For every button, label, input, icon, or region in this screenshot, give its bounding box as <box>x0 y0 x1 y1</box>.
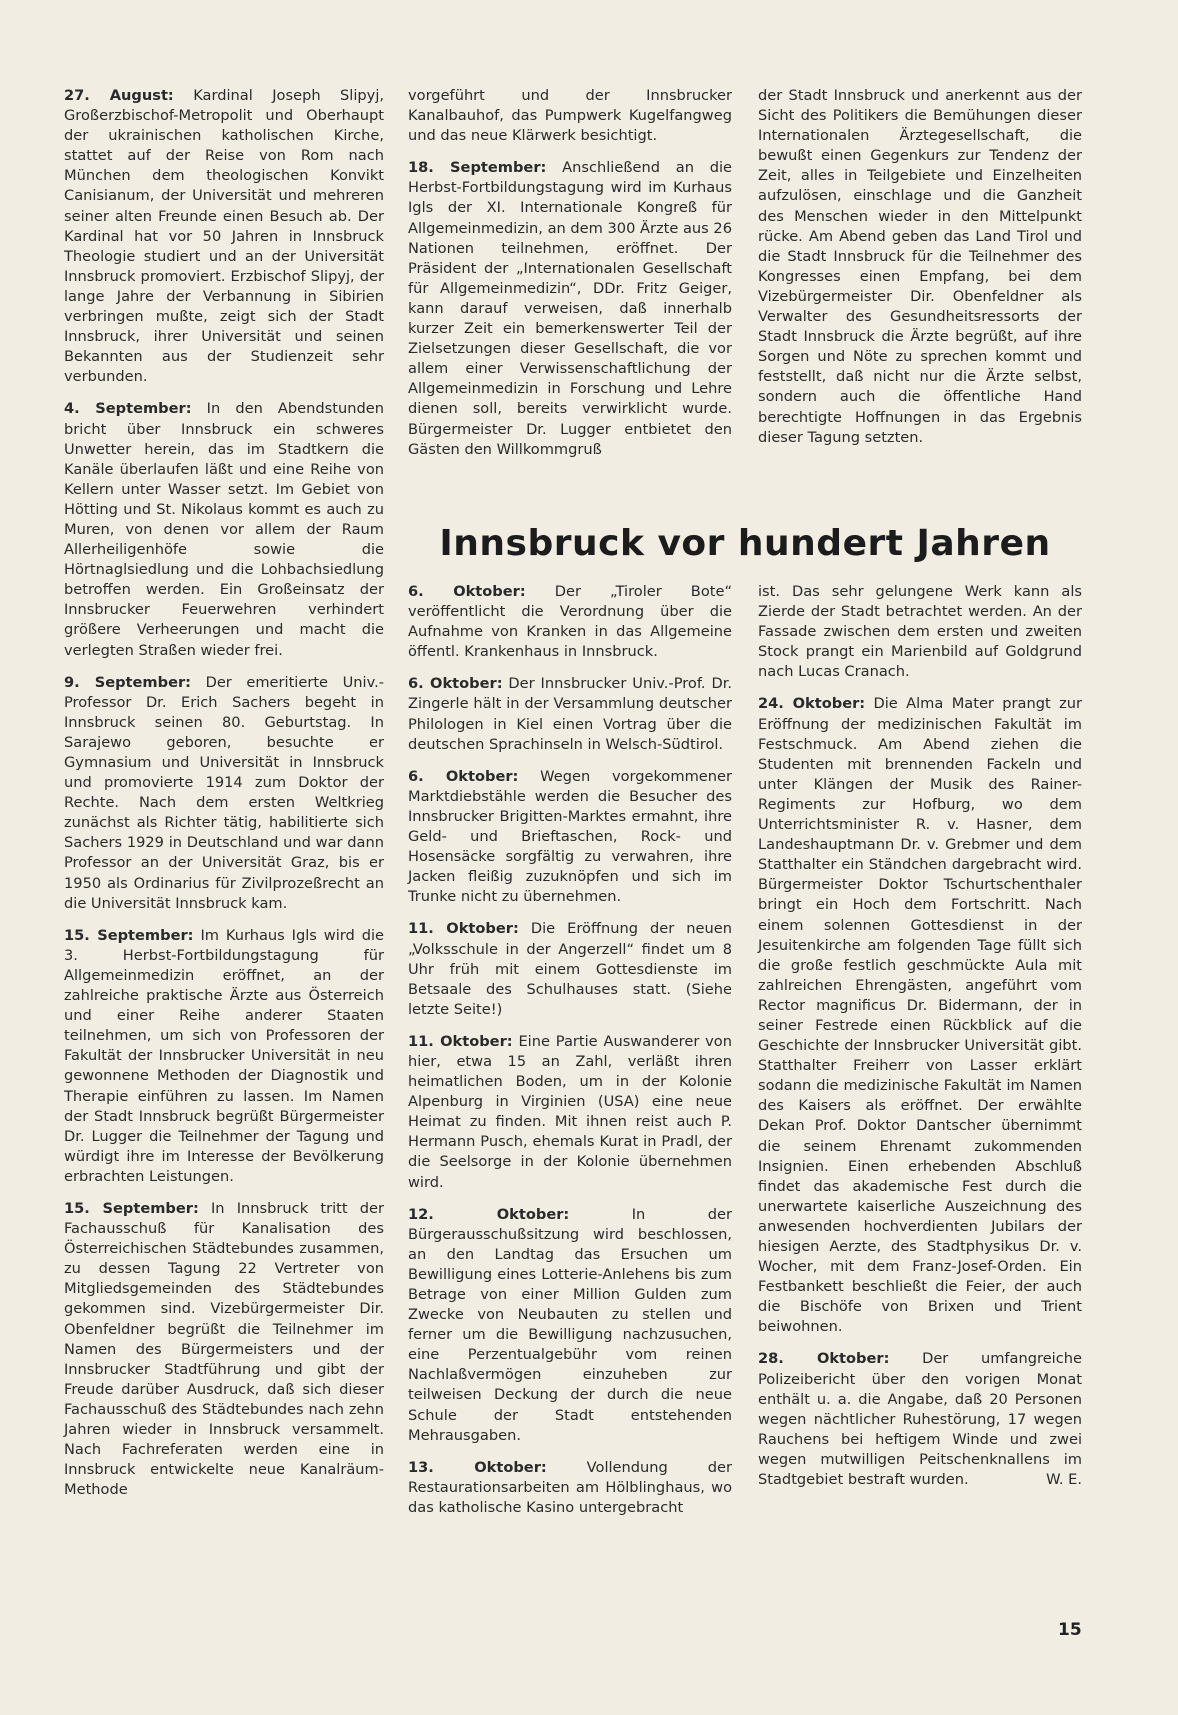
entry-paragraph <box>64 926 384 1187</box>
entry-paragraph <box>408 674 732 754</box>
entry-text: In der Bürgerausschußsitzung wird beschlossen, an den Landtag das Ersuchen um Bewilligung eines Lotterie-Anlehens bis zum Betrage von einer Million Gulden zum Zwecke von Neubauten zu stellen und ferner um die Bewilligung nachzusuchen, eine Perzentualgebühr vom reinen Nachlaßvermögen einzuheben zur teilweisen Deckung der durch die neue Schule der Stadt entstehenden Mehrausgaben. <box>408 1205 732 1444</box>
entry-text: In Innsbruck tritt der Fachausschuß für Kanalisation des Österreichischen Städtebundes zusammen, zu dessen Tagung 22 Vertreter von Mitgliedsgemeinden des Städtebundes gekommen sind. Vizebürgermeister Dir. Obenfeldner begrüßt die Teilnehmer im Namen des Bürgermeisters und der Innsbrucker Stadtführung und gibt der Freude darüber Ausdruck, daß sich dieser Fachausschuß des Städtebundes nach zehn Jahren wieder in Innsbruck versammelt. Nach Fachreferaten werden eine in Innsbruck entwickelte neue Kanalräum-Methode <box>64 1199 385 1499</box>
entry-paragraph <box>758 86 1082 448</box>
entry-date: 11. Oktober: <box>408 1032 513 1050</box>
entry-date: 6. Oktober: <box>408 675 503 693</box>
entry-text: vorgeführt und der Innsbrucker Kanalbauhof, das Pumpwerk Kugelfangweg und das neue Klärwerk besichtigt. <box>408 87 732 145</box>
entry-paragraph <box>64 1199 384 1500</box>
entry-paragraph <box>758 694 1082 1337</box>
entry-text: Kardinal Joseph Slipyj, Großerzbischof-Metropolit und Oberhaupt der ukrainischen katholischen Kirche, stattet auf der Reise von Rom nach München dem theologischen Konvikt Canisianum, der Universität und mehreren seiner alten Freunde einen Besuch ab. Der Kardinal hat vor 50 Jahren in Innsbruck Theologie studiert und an der Universität Innsbruck promoviert. Erzbischof Slipyj, der lange Jahre der Verbannung in Sibirien verbringen mußte, zeigt sich der Stadt Innsbruck, ihrer Universität und seinen Bekannten aus der Studienzeit sehr verbunden. <box>64 87 385 386</box>
entry-text: Wegen vorgekommener Marktdiebstähle werden die Besucher des Innsbrucker Brigitten-Marktes ermahnt, ihre Geld- und Brieftaschen, Rock- und Hosensäcke sorgfältig zu verwahren, ihre Jacken fleißig zuzuknöpfen und sich im Trunke nicht zu übernehmen. <box>408 767 732 906</box>
entry-text: Der „Tiroler Bote“ veröffentlicht die Verordnung über die Aufnahme von Kranken in das Allgemeine öffentl. Krankenhaus in Innsbruck. <box>408 583 733 661</box>
entry-date: 24. Oktober: <box>758 695 866 713</box>
entry-date: 13. Oktober: <box>408 1458 547 1476</box>
entry-paragraph <box>408 1458 732 1518</box>
entry-text: Der emeritierte Univ.-Professor Dr. Erich Sachers begeht in Innsbruck seinen 80. Geburtstag. In Sarajewo geboren, besuchte er Gymnasium und Universität in Innsbruck und promovierte 1914 zum Doktor der Rechte. Nach dem ersten Weltkrieg zunächst als Richter tätig, habilitierte sich Sachers 1929 in Deutschland und war dann Professor an der Universität Graz, bis er 1950 als Ordinarius für Zivilprozeßrecht an die Universität Innsbruck kam. <box>64 673 384 912</box>
entry-date: 18. September: <box>408 159 547 177</box>
entry-paragraph <box>64 673 384 914</box>
entry-text: Eine Partie Auswanderer von hier, etwa 15 an Zahl, verläßt ihren heimatlichen Boden, um in der Kolonie Alpenburg in Virginien (USA) eine neue Heimat zu finden. Mit ihnen reist auch P. Hermann Pusch, ehemals Kurat in Pradl, der die Seelsorge in der Kolonie übernehmen wird. <box>408 1032 732 1191</box>
column-3-bottom <box>758 582 1082 1502</box>
entry-text: In den Abendstunden bricht über Innsbruck ein schweres Unwetter herein, das im Stadtkern die Kanäle überlaufen läßt und eine Reihe von Kellern unter Wasser setzt. Im Gebiet von Hötting und St. Nikolaus kommt es auch zu Muren, von denen vor allem der Raum Allerheiligenhöfe sowie die Hörtnaglsiedlung und die Lohbachsiedlung betroffen werden. Ein Großeinsatz der Innsbrucker Feuerwehren verhindert größere Verheerungen und macht die verlegten Straßen wieder frei. <box>64 400 384 659</box>
entry-paragraph <box>408 582 732 662</box>
column-3-top <box>758 86 1082 460</box>
column-1 <box>64 86 384 1512</box>
entry-paragraph <box>408 1032 732 1193</box>
page-number: 15 <box>1058 1620 1082 1640</box>
entry-text: Die Alma Mater prangt zur Eröffnung der medizinischen Fakultät im Festschmuck. Am Abend ziehen die Studenten mit brennenden Fackeln und unter Klängen der Musik des Rainer-Regiments zur Hofburg, wo dem Unterrichtsminister R. v. Hasner, dem Landeshauptmann Dr. v. Grebmer und dem Statthalter ein Ständchen dargebracht wird. Bürgermeister Doktor Tschurtschenthaler bringt ein Hoch dem Fortschritt. Nach einem solennen Gottesdienst in der Jesuitenkirche am folgenden Tage füllt sich die große festlich geschmückte Aula mit zahlreichen Ehrengästen, angeführt vom Rector magnificus Dr. Bidermann, der in seiner Festrede einen Rückblick auf die Geschichte der Innsbrucker Universität gibt. Statthalter Freiherr von Lasser erklärt sodann die medizinische Fakultät im Namen des Kaisers als eröffnet. Der erwählte Dekan Prof. Doktor Dantscher übernimmt die seinem Ehrenamt zukommenden Insignien. Einen erhebenden Abschluß findet das akademische Fest durch die unerwartete kaiserliche Auszeichnung des anwesenden hochverdienten Jubilars der hiesigen Aerzte, des Stadtphysikus Dr. v. Wocher, mit dem Franz-Josef-Orden. Ein Festbankett beschließt die Feier, der auch die Bischöfe von Brixen und Trient beiwohnen. <box>758 695 1082 1336</box>
entry-text: Die Eröffnung der neuen „Volksschule in der Angerzell“ findet um 8 Uhr früh mit einem Gottesdienste im Betsaale des Schulhauses statt. (Siehe letzte Seite!) <box>408 920 732 1018</box>
entry-date: 6. Oktober: <box>408 583 526 600</box>
entry-paragraph <box>408 158 732 459</box>
entry-text: Vollendung der Restaurationsarbeiten am Hölblinghaus, wo das katholische Kasino untergebracht <box>408 1458 732 1516</box>
entry-date: 9. September: <box>64 673 192 691</box>
entry-paragraph <box>758 582 1082 682</box>
entry-date: 15. September: <box>64 926 194 944</box>
entry-text: Der Innsbrucker Univ.-Prof. Dr. Zingerle hält in der Versammlung deutscher Philologen in Kiel einen Vortrag über die deutschen Sprachinseln in Welsch-Südtirol. <box>408 675 732 753</box>
entry-paragraph <box>758 1349 1082 1490</box>
entry-paragraph <box>64 86 384 387</box>
entry-date: 11. Oktober: <box>408 920 519 938</box>
column-2-bottom <box>408 582 732 1530</box>
entry-text: der Stadt Innsbruck und anerkennt aus der Sicht des Politikers die Bemühungen dieser Internationalen Ärztegesellschaft, die bewußt einen Gegenkurs zur Tendenz der Zeit, alles in Teilgebiete und Einzelheiten aufzulösen, einschlage und die Ganzheit des Menschen wieder in den Mittelpunkt rücke. Am Abend geben das Land Tirol und die Stadt Innsbruck für die Teilnehmer des Kongresses einen Empfang, bei dem Vizebürgermeister Dir. Obenfeldner als Verwalter des Gesundheitsressorts der Stadt Innsbruck die Ärzte begrüßt, auf ihre Sorgen und Nöte zu sprechen kommt und feststellt, daß nicht nur die Ärzte selbst, sondern auch die öffentliche Hand berechtigte Hoffnungen in das Ergebnis dieser Tagung setzten. <box>758 87 1082 446</box>
column-2-top <box>408 86 732 472</box>
entry-paragraph <box>408 1205 732 1446</box>
entry-text: ist. Das sehr gelungene Werk kann als Zierde der Stadt betrachtet werden. An der Fassade zwischen dem ersten und zweiten Stock prangt ein Marienbild auf Goldgrund nach Lucas Cranach. <box>758 583 1082 681</box>
entry-date: 12. Oktober: <box>408 1205 570 1223</box>
entry-paragraph <box>408 919 732 1019</box>
entry-paragraph <box>408 767 732 908</box>
entry-date: 4. September: <box>64 400 192 418</box>
entry-date: 6. Oktober: <box>408 767 519 785</box>
entry-date: 28. Oktober: <box>758 1350 890 1368</box>
section-heading: Innsbruck vor hundert Jahren <box>439 523 1051 564</box>
entry-text: Der umfangreiche Polizeibericht über den vorigen Monat enthält u. a. die Angabe, daß 20 Personen wegen nächtlicher Ruhestörung, 17 wegen Rauchens bei heftigem Winde und zwei wegen mutwilligen Peitschenknallens im Stadtgebiet bestraft wurden. <box>758 1350 1082 1489</box>
entry-paragraph <box>408 86 732 146</box>
entry-paragraph <box>64 399 384 660</box>
entry-text: Im Kurhaus Igls wird die 3. Herbst-Fortbildungstagung für Allgemeinmedizin eröffnet, an der zahlreiche praktische Ärzte aus Österreich und einer Reihe anderer Staaten teilnehmen, um sich von Professoren der Fakultät der Innsbrucker Universität in neu gewonnene Methoden der Diagnostik und Therapie einführen zu lassen. Im Namen der Stadt Innsbruck begrüßt Bürgermeister Dr. Lugger die Teilnehmer der Tagung und würdigt ihre im Interesse der Bevölkerung erbrachten Leistungen. <box>64 926 385 1185</box>
entry-date: 15. September: <box>64 1199 199 1217</box>
author-signature: W. E. <box>1046 1471 1082 1489</box>
entry-date: 27. August: <box>64 87 174 104</box>
entry-text: Anschließend an die Herbst-Fortbildungstagung wird im Kurhaus Igls der XI. Internationale Kongreß für Allgemeinmedizin, an dem 300 Ärzte aus 26 Nationen teilnehmen, eröffnet. Der Präsident der „Internationalen Gesellschaft für Allgemeinmedizin“, DDr. Fritz Geiger, kann darauf verweisen, daß innerhalb kurzer Zeit ein bemerkenswerter Teil der Zielsetzungen dieser Gesellschaft, die vor allem einer Verwissenschaftlichung der Allgemeinmedizin in Forschung und Lehre dienen soll, bereits verwirklicht wurde. Bürgermeister Dr. Lugger entbietet den Gästen den Willkommgruß <box>408 159 733 458</box>
